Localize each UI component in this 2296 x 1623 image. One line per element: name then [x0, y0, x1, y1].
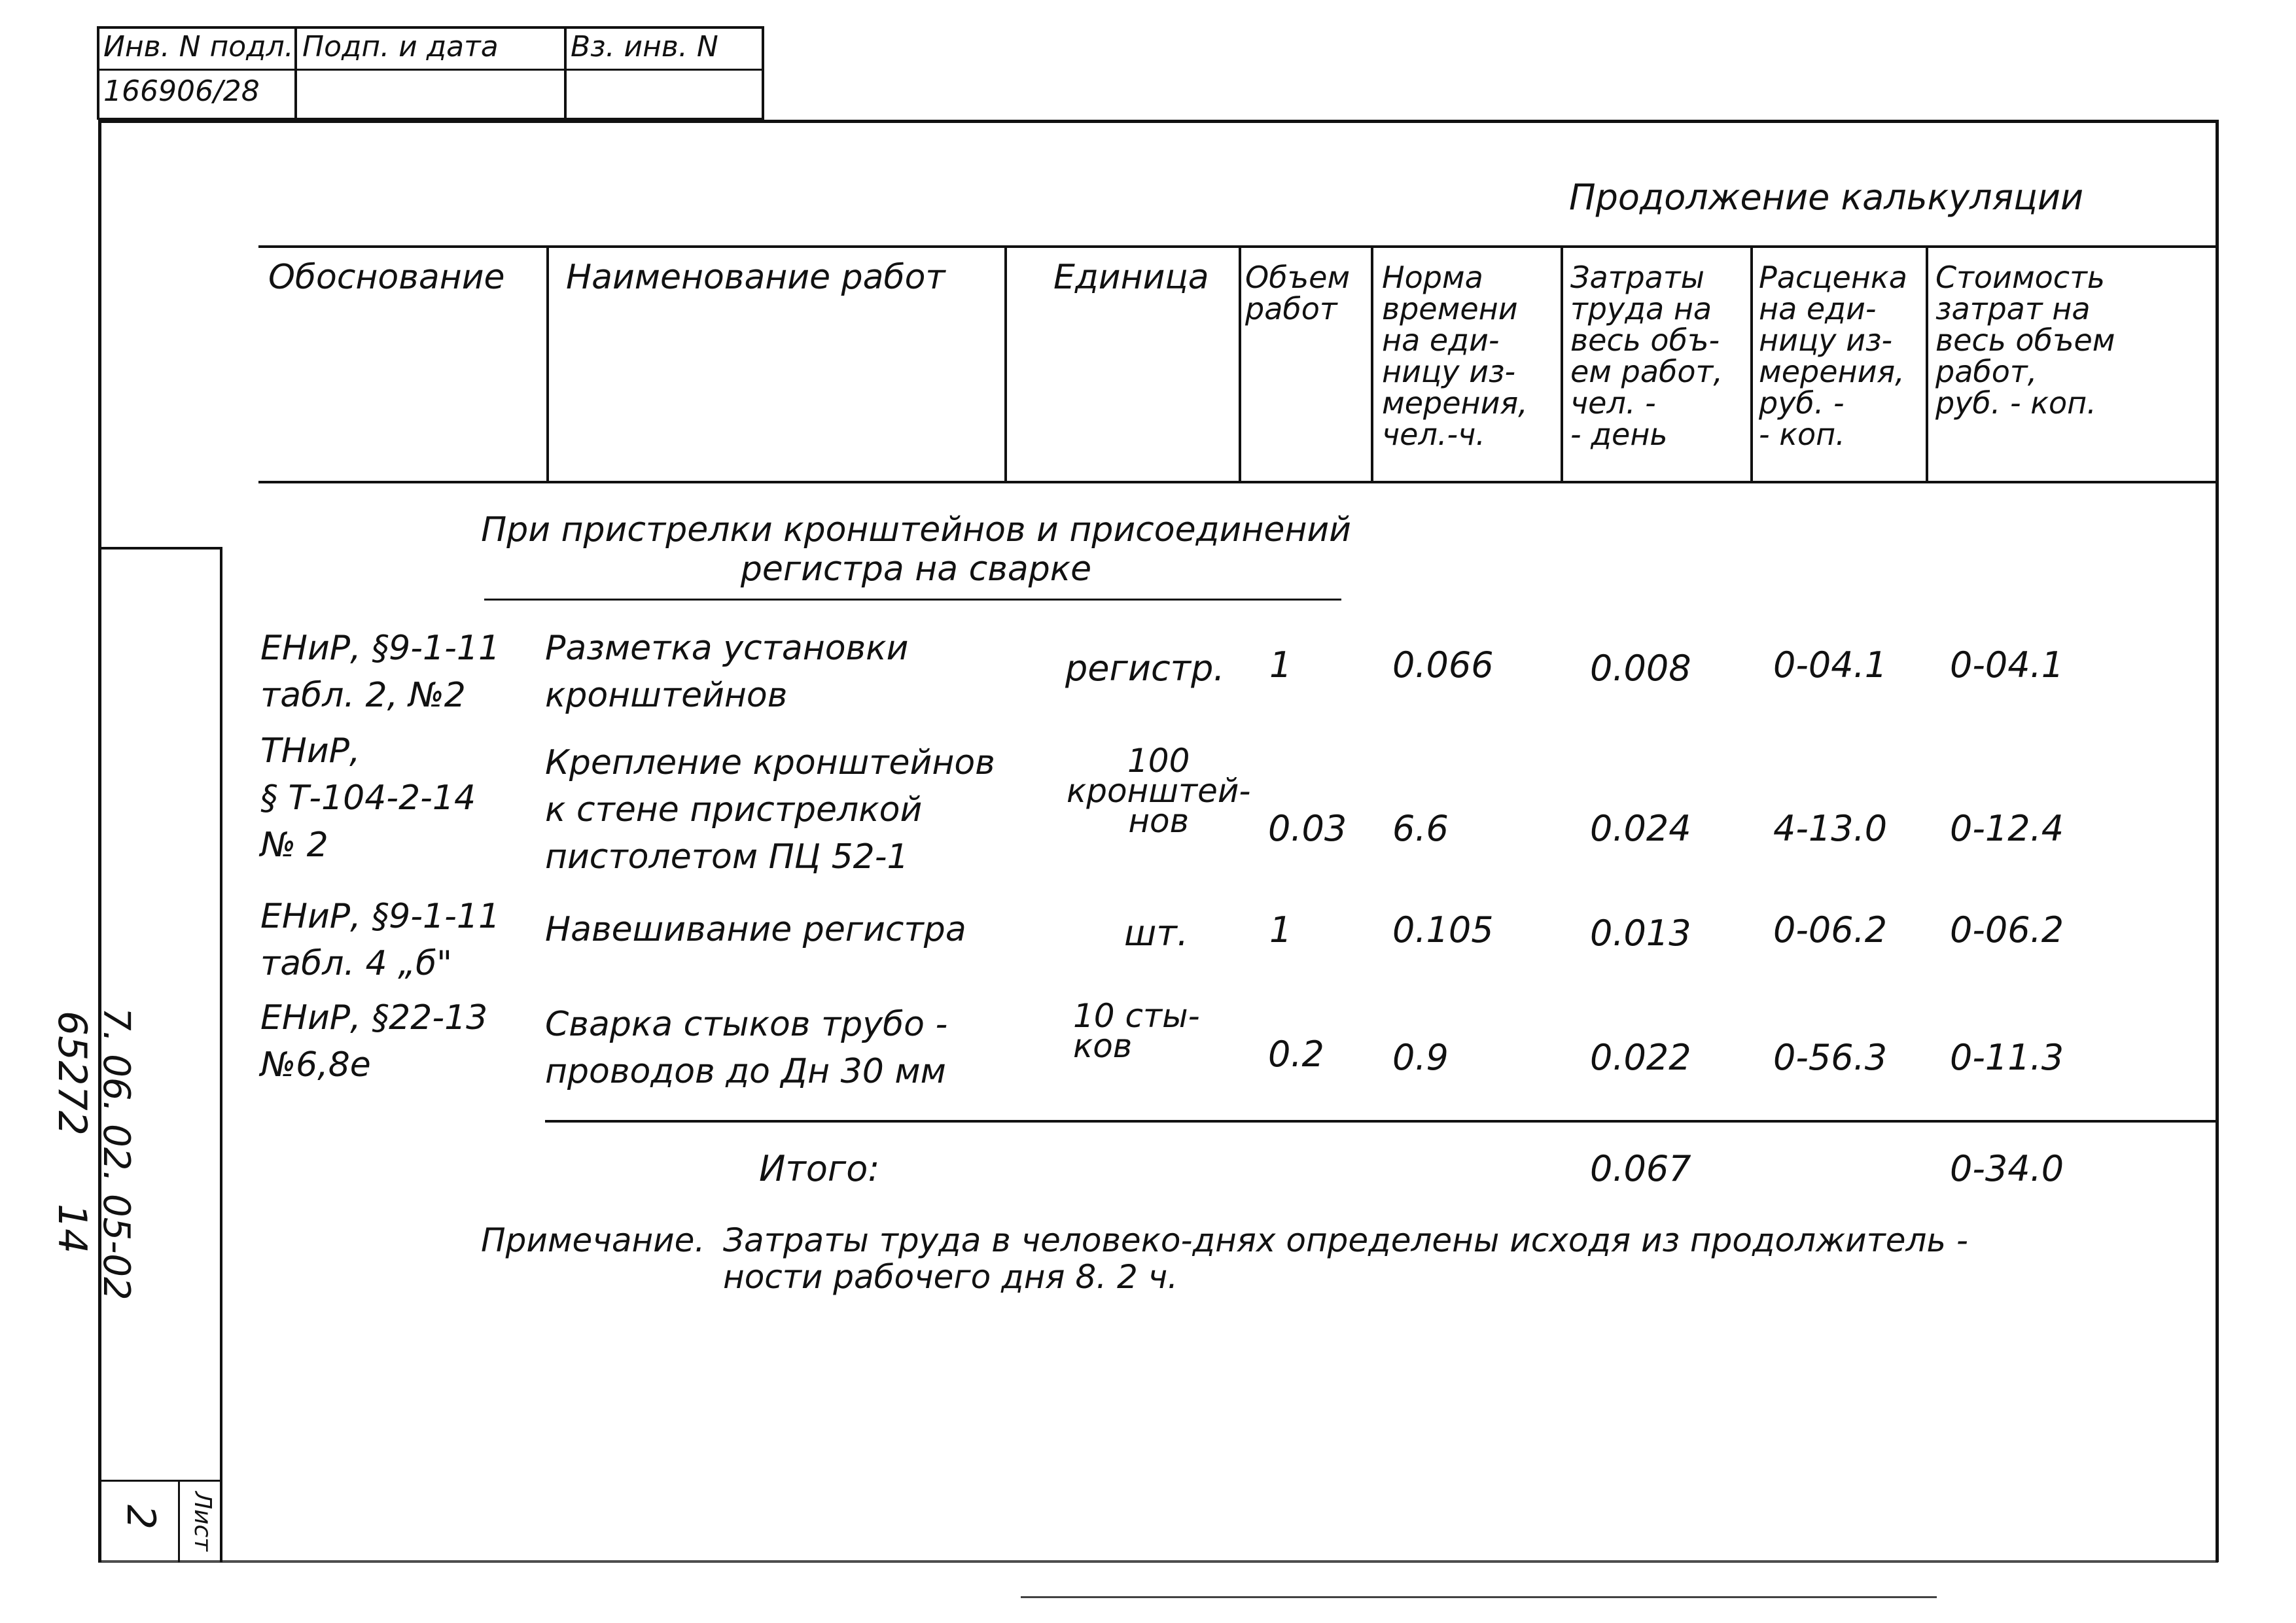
row4-name: Сварка стыков трубо - проводов до Дн 30 мм — [545, 1005, 948, 1091]
stamp-col3-header: Вз. инв. N — [571, 30, 718, 63]
row3-basis: ЕНиР, §9-1-11 табл. 4 „б" — [260, 897, 501, 983]
section-title: При пристрелки кронштейнов и присоединений регистра на сварке — [481, 510, 1351, 589]
row3-cost: 0-06.2 — [1950, 909, 2064, 951]
header-basis: Обоснование — [268, 258, 505, 297]
row1-cost: 0-04.1 — [1950, 644, 2064, 686]
row1-name: Разметка установки кронштейнов — [545, 629, 909, 715]
row3-labor: 0.013 — [1590, 913, 1691, 954]
row3-volume: 1 — [1269, 909, 1292, 951]
row2-unit: 100 кронштей- нов — [1067, 742, 1251, 840]
row2-rate: 4-13.0 — [1773, 808, 1888, 849]
total-labor: 0.067 — [1590, 1148, 1691, 1189]
side-number: 65272 — [49, 1011, 95, 1136]
section-underline — [484, 599, 1341, 601]
row2-volume: 0.03 — [1268, 808, 1347, 849]
row1-unit: регистр. — [1065, 648, 1225, 689]
row4-cost: 0-11.3 — [1950, 1037, 2064, 1078]
row3-rate: 0-06.2 — [1773, 909, 1888, 951]
row4-norm: 0.9 — [1392, 1037, 1449, 1078]
side-doc-code: 7. 06. 02. 05-02 — [95, 1007, 137, 1300]
note-text: Затраты труда в человеко-днях определены исходя из продолжитель - ности рабочего дня 8. 2 ч. — [723, 1221, 1968, 1296]
total-cost: 0-34.0 — [1950, 1148, 2064, 1189]
note-label: Примечание. — [481, 1221, 705, 1259]
sheet-label: Лист — [189, 1492, 216, 1552]
side-page-mark: 14 — [49, 1204, 95, 1254]
row4-unit: 10 сты- ков — [1073, 997, 1200, 1065]
sheet-number: 2 — [118, 1505, 164, 1530]
row4-labor: 0.022 — [1590, 1037, 1691, 1078]
row1-rate: 0-04.1 — [1773, 644, 1888, 686]
page-title: Продолжение калькуляции — [1569, 177, 2084, 218]
header-cost: Стоимость затрат на весь объем работ, руб. - коп. — [1935, 260, 2115, 421]
total-divider — [545, 1120, 2218, 1123]
row4-volume: 0.2 — [1268, 1034, 1324, 1075]
row4-rate: 0-56.3 — [1773, 1037, 1888, 1078]
stamp-col1-header: Инв. N подл. — [103, 30, 294, 63]
stamp-col1-value: 166906/28 — [103, 75, 260, 108]
header-unit: Единица — [1053, 258, 1209, 297]
header-rate: Расценка на еди- ницу из- мерения, руб. - - коп. — [1759, 260, 1907, 452]
row3-name: Навешивание регистра — [545, 910, 966, 949]
row2-basis: ТНиР, § Т-104-2-14 № 2 — [260, 731, 476, 865]
row1-norm: 0.066 — [1392, 644, 1494, 686]
row4-basis: ЕНиР, §22-13 №6,8е — [260, 998, 488, 1085]
stamp-col2-header: Подп. и дата — [302, 30, 499, 63]
row2-norm: 6.6 — [1392, 808, 1449, 849]
row1-labor: 0.008 — [1590, 648, 1691, 689]
row1-volume: 1 — [1269, 644, 1292, 686]
row1-basis: ЕНиР, §9-1-11 табл. 2, №2 — [260, 629, 501, 715]
header-labor: Затраты труда на весь объ- ем работ, чел. - - день — [1570, 260, 1723, 452]
header-work-name: Наименование работ — [566, 258, 945, 297]
header-volume: Объем работ — [1245, 260, 1351, 326]
total-label: Итого: — [759, 1148, 880, 1189]
row2-labor: 0.024 — [1590, 808, 1691, 849]
row3-unit: шт. — [1124, 913, 1189, 954]
header-norm: Норма времени на еди- ницу из- мерения, чел.-ч. — [1382, 260, 1528, 452]
row2-name: Крепление кронштейнов к стене пристрелкой пистолетом ПЦ 52-1 — [545, 743, 995, 877]
row3-norm: 0.105 — [1392, 909, 1494, 951]
row2-cost: 0-12.4 — [1950, 808, 2064, 849]
